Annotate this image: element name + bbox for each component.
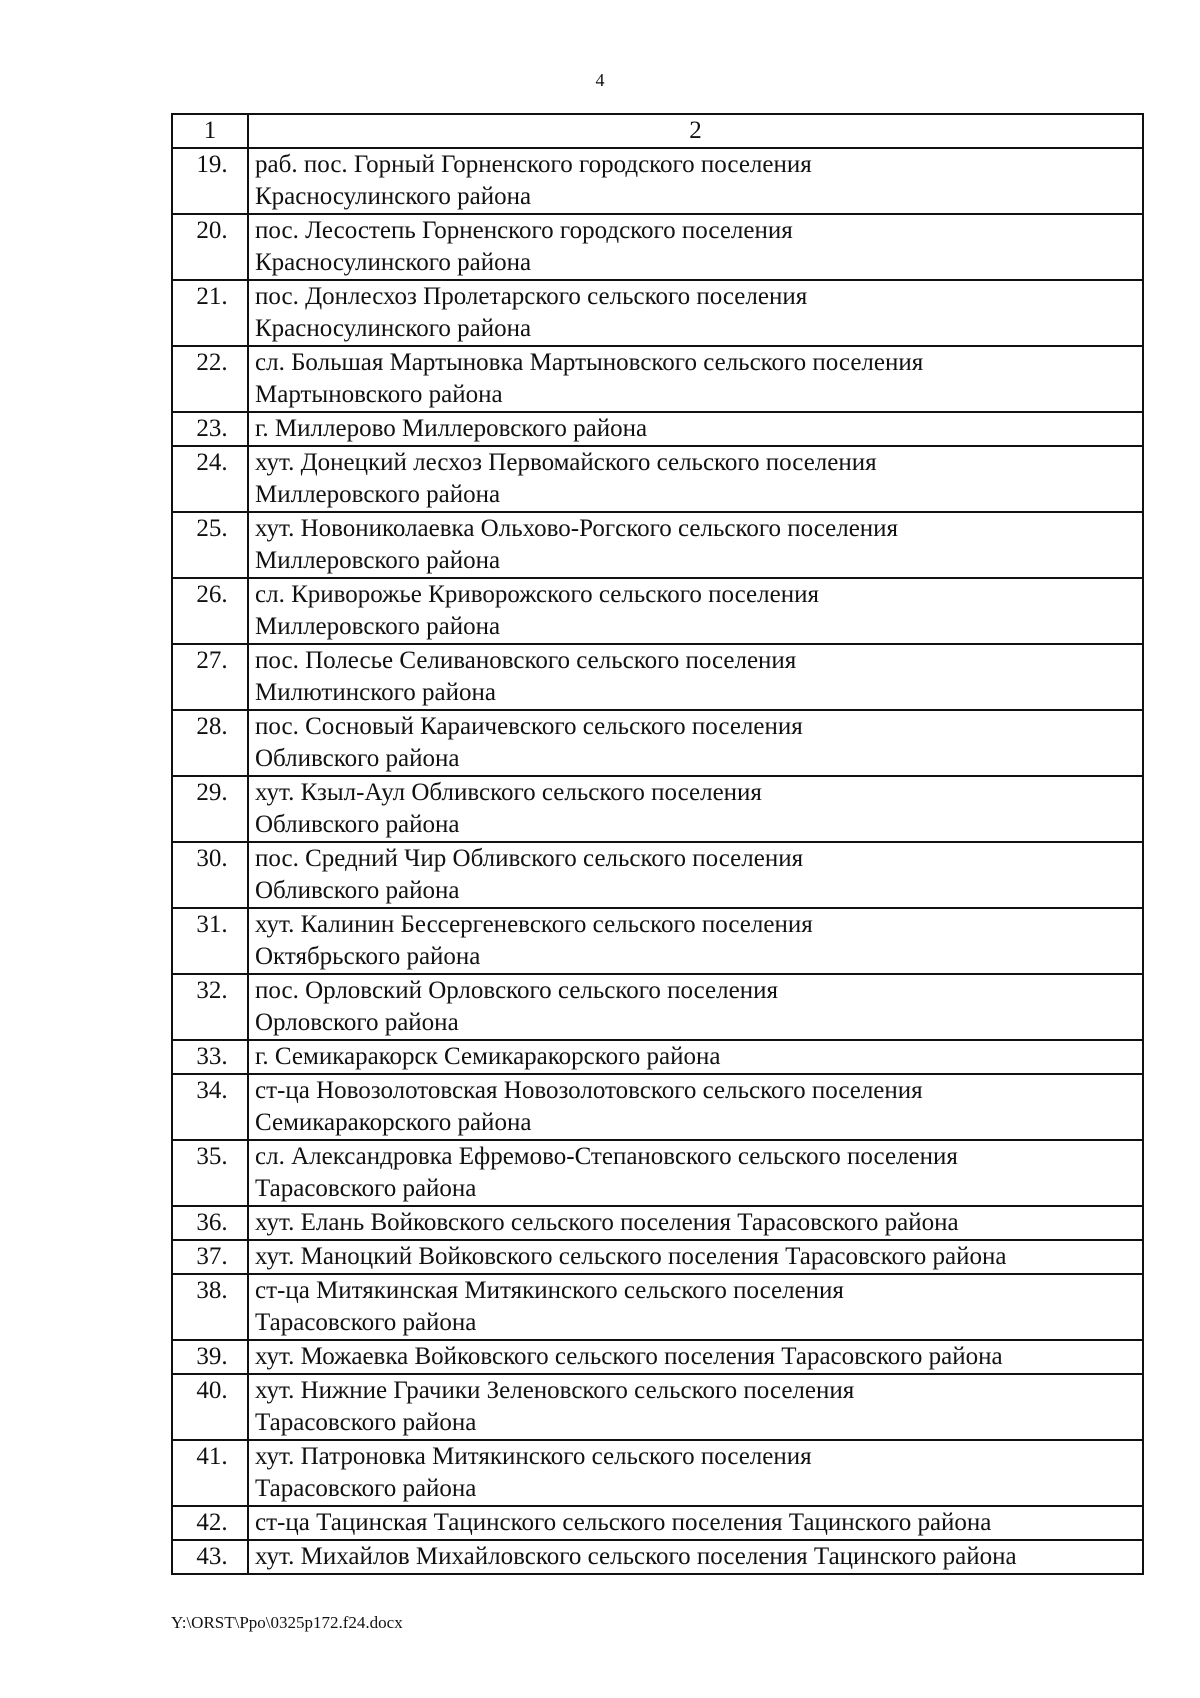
table-row bbox=[172, 710, 1143, 776]
settlement-name: сл. Большая Мартыновка Мартыновского сельского поселения Мартыновского района bbox=[248, 346, 1143, 412]
row-number: 30. bbox=[172, 842, 248, 908]
settlement-name: хут. Нижние Грачики Зеленовского сельского поселения Тарасовского района bbox=[248, 1374, 1143, 1440]
row-number: 26. bbox=[172, 578, 248, 644]
settlement-name: хут. Елань Войковского сельского поселения Тарасовского района bbox=[248, 1206, 1143, 1240]
row-number: 22. bbox=[172, 346, 248, 412]
table-row bbox=[172, 776, 1143, 842]
table-row bbox=[172, 1440, 1143, 1506]
settlement-name: хут. Новониколаевка Ольхово-Рогского сельского поселения Миллеровского района bbox=[248, 512, 1143, 578]
table-row bbox=[172, 1074, 1143, 1140]
row-number: 27. bbox=[172, 644, 248, 710]
table-row bbox=[172, 1140, 1143, 1206]
table-row bbox=[172, 412, 1143, 446]
settlement-name: пос. Полесье Селивановского сельского поселения Милютинского района bbox=[248, 644, 1143, 710]
table-row bbox=[172, 842, 1143, 908]
settlement-name: сл. Александровка Ефремово-Степановского сельского поселения Тарасовского района bbox=[248, 1140, 1143, 1206]
table-row bbox=[172, 346, 1143, 412]
settlement-name: ст-ца Тацинская Тацинского сельского поселения Тацинского района bbox=[248, 1506, 1143, 1540]
table-row bbox=[172, 908, 1143, 974]
row-number: 31. bbox=[172, 908, 248, 974]
settlement-name: пос. Лесостепь Горненского городского поселения Красносулинского района bbox=[248, 214, 1143, 280]
row-number: 23. bbox=[172, 412, 248, 446]
table-row bbox=[172, 974, 1143, 1040]
table-row bbox=[172, 214, 1143, 280]
table-row bbox=[172, 148, 1143, 214]
settlement-name: ст-ца Митякинская Митякинского сельского поселения Тарасовского района bbox=[248, 1274, 1143, 1340]
table-row bbox=[172, 1040, 1143, 1074]
settlement-name: г. Миллерово Миллеровского района bbox=[248, 412, 1143, 446]
row-number: 25. bbox=[172, 512, 248, 578]
settlement-name: г. Семикаракорск Семикаракорского района bbox=[248, 1040, 1143, 1074]
settlement-name: хут. Михайлов Михайловского сельского поселения Тацинского района bbox=[248, 1540, 1143, 1574]
column-header-name: 2 bbox=[248, 114, 1143, 148]
column-header-number: 1 bbox=[172, 114, 248, 148]
row-number: 42. bbox=[172, 1506, 248, 1540]
row-number: 38. bbox=[172, 1274, 248, 1340]
settlement-name: ст-ца Новозолотовская Новозолотовского сельского поселения Семикаракорского района bbox=[248, 1074, 1143, 1140]
table-body bbox=[172, 114, 1143, 1574]
table-row bbox=[172, 446, 1143, 512]
settlement-name: хут. Кзыл-Аул Обливского сельского поселения Обливского района bbox=[248, 776, 1143, 842]
table-row bbox=[172, 1274, 1143, 1340]
row-number: 21. bbox=[172, 280, 248, 346]
settlement-name: сл. Криворожье Криворожского сельского поселения Миллеровского района bbox=[248, 578, 1143, 644]
row-number: 34. bbox=[172, 1074, 248, 1140]
row-number: 33. bbox=[172, 1040, 248, 1074]
table-row bbox=[172, 1240, 1143, 1274]
row-number: 28. bbox=[172, 710, 248, 776]
row-number: 37. bbox=[172, 1240, 248, 1274]
row-number: 29. bbox=[172, 776, 248, 842]
table-row bbox=[172, 1506, 1143, 1540]
settlement-name: хут. Калинин Бессергеневского сельского поселения Октябрьского района bbox=[248, 908, 1143, 974]
row-number: 24. bbox=[172, 446, 248, 512]
settlement-name: раб. пос. Горный Горненского городского поселения Красносулинского района bbox=[248, 148, 1143, 214]
table-row bbox=[172, 1206, 1143, 1240]
settlement-name: пос. Средний Чир Обливского сельского поселения Обливского района bbox=[248, 842, 1143, 908]
table-row bbox=[172, 578, 1143, 644]
table-row bbox=[172, 1374, 1143, 1440]
row-number: 19. bbox=[172, 148, 248, 214]
table-row bbox=[172, 512, 1143, 578]
table-row bbox=[172, 644, 1143, 710]
row-number: 35. bbox=[172, 1140, 248, 1206]
row-number: 40. bbox=[172, 1374, 248, 1440]
settlement-name: пос. Сосновый Караичевского сельского поселения Обливского района bbox=[248, 710, 1143, 776]
footer-file-path: Y:\ORST\Ppo\0325p172.f24.docx bbox=[171, 1613, 403, 1632]
settlement-name: хут. Маноцкий Войковского сельского поселения Тарасовского района bbox=[248, 1240, 1143, 1274]
settlement-name: пос. Орловский Орловского сельского поселения Орловского района bbox=[248, 974, 1143, 1040]
settlement-name: хут. Донецкий лесхоз Первомайского сельского поселения Миллеровского района bbox=[248, 446, 1143, 512]
row-number: 39. bbox=[172, 1340, 248, 1374]
settlements-table bbox=[171, 113, 1144, 1575]
table-header-row bbox=[172, 114, 1143, 148]
settlement-name: хут. Патроновка Митякинского сельского поселения Тарасовского района bbox=[248, 1440, 1143, 1506]
row-number: 36. bbox=[172, 1206, 248, 1240]
row-number: 41. bbox=[172, 1440, 248, 1506]
row-number: 32. bbox=[172, 974, 248, 1040]
table-row bbox=[172, 1540, 1143, 1574]
page-number: 4 bbox=[595, 70, 605, 90]
table-row bbox=[172, 280, 1143, 346]
table-row bbox=[172, 1340, 1143, 1374]
row-number: 20. bbox=[172, 214, 248, 280]
settlement-name: хут. Можаевка Войковского сельского поселения Тарасовского района bbox=[248, 1340, 1143, 1374]
settlement-name: пос. Донлесхоз Пролетарского сельского поселения Красносулинского района bbox=[248, 280, 1143, 346]
row-number: 43. bbox=[172, 1540, 248, 1574]
